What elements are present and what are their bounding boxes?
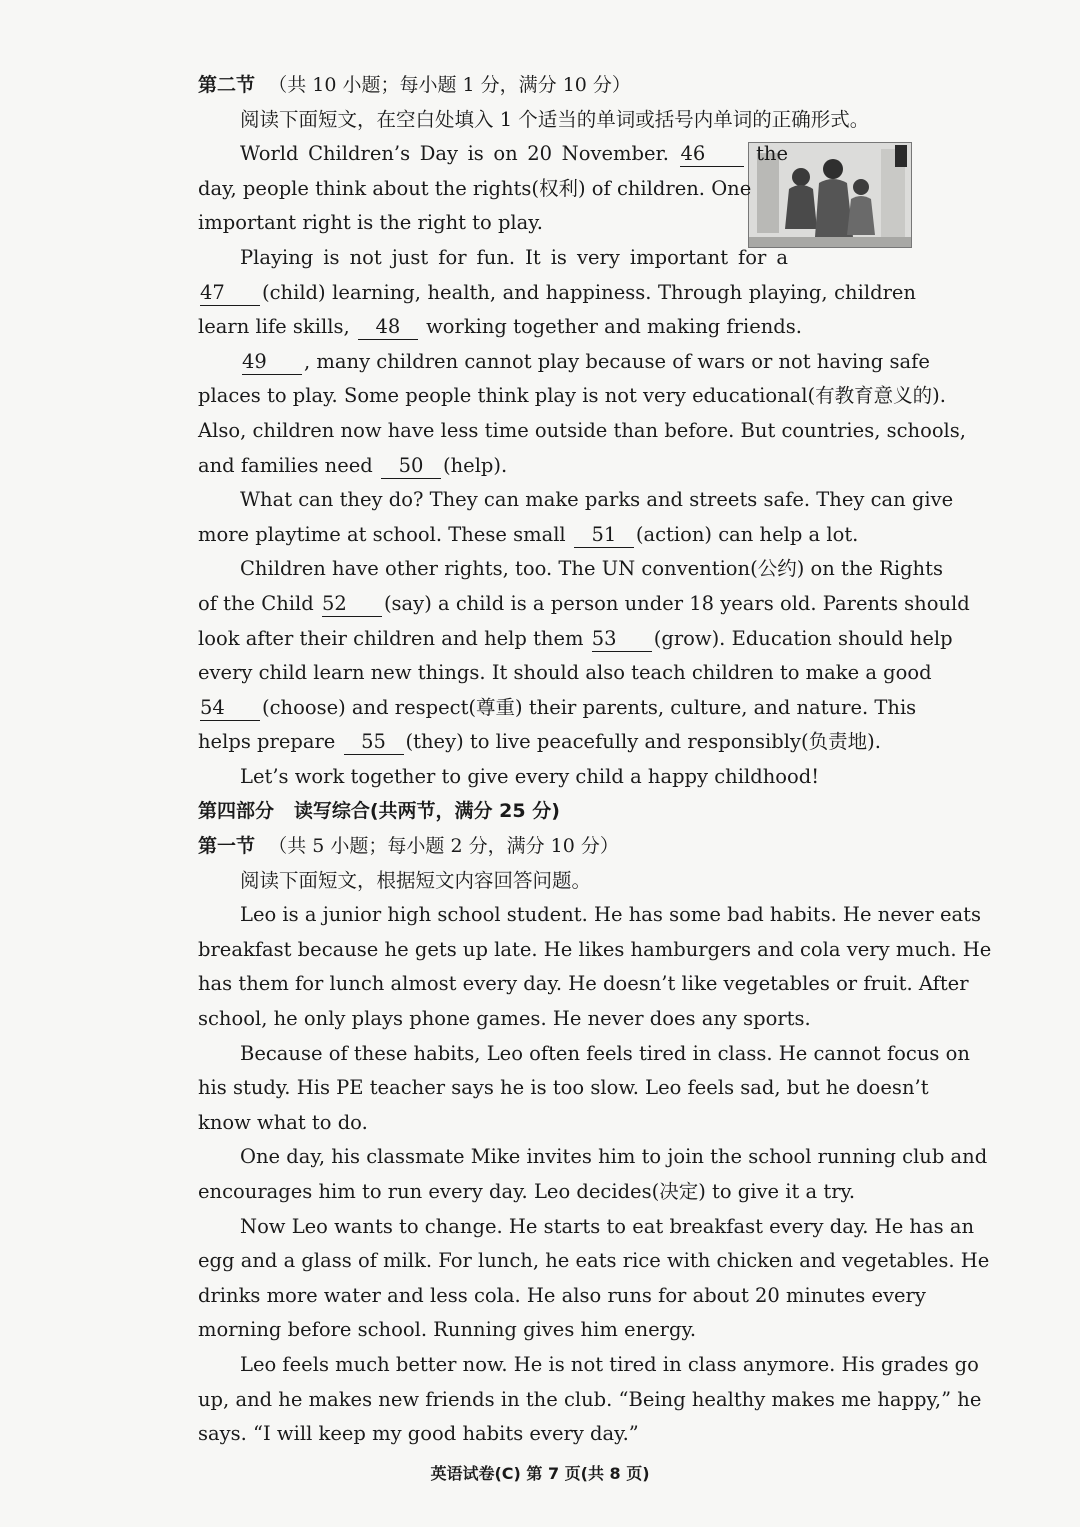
passage-line: day, people think about the rights(权利) of children. One: [198, 176, 752, 200]
passage-text: working together and making friends.: [426, 315, 802, 339]
reading-line: Leo feels much better now. He is not tired in class anymore. His grades go: [240, 1352, 979, 1376]
passage-line: Playing is not just for fun. It is very important for a: [240, 245, 788, 269]
reading-line: drinks more water and less cola. He also runs for about 20 minutes every: [198, 1283, 926, 1307]
passage-text: helps prepare: [198, 730, 336, 754]
exam-content: [198, 68, 992, 1452]
part4-title-note: 读写综合(共两节，满分 25 分): [293, 800, 560, 823]
section2-title: 第二节: [198, 74, 256, 96]
passage-line: Children have other rights, too. The UN convention(公约) on the Rights: [240, 557, 943, 581]
passage-text: (action) can help a lot.: [635, 522, 859, 546]
section1-instruction: 阅读下面短文，根据短文内容回答问题。: [240, 868, 592, 892]
passage-line: [198, 691, 916, 726]
passage-line: What can they do? They can make parks and streets safe. They can give: [240, 488, 954, 512]
passage-text: (say) a child is a person under 18 years old. Parents should: [383, 591, 970, 615]
passage-line: important right is the right to play.: [198, 211, 543, 235]
reading-line: up, and he makes new friends in the club. “Being healthy makes me happy,” he: [198, 1387, 982, 1411]
passage-text: and families need: [198, 453, 373, 477]
reading-line: breakfast because he gets up late. He likes hamburgers and cola very much. He: [198, 937, 992, 961]
passage-text: more playtime at school. These small: [198, 522, 566, 546]
passage-text: the: [756, 142, 788, 166]
passage-text: look after their children and help them: [198, 626, 584, 650]
page-footer: 英语试卷(C) 第 7 页(共 8 页): [430, 1464, 650, 1483]
blank-55[interactable]: 55: [344, 730, 404, 755]
passage-text: (child) learning, health, and happiness. Through playing, children: [262, 280, 916, 304]
passage-text: learn life skills,: [198, 315, 350, 339]
passage-line: [198, 449, 916, 484]
passage-text: World Children’s Day is on 20 November.: [240, 142, 669, 166]
reading-line: know what to do.: [198, 1110, 368, 1134]
passage-line: every child learn new things. It should also teach children to make a good: [198, 661, 932, 685]
blank-48[interactable]: 48: [358, 315, 418, 340]
reading-line: One day, his classmate Mike invites him to join the school running club and: [240, 1145, 988, 1169]
passage-text: (choose) and respect(尊重) their parents, culture, and nature. This: [262, 695, 917, 719]
reading-line: egg and a glass of milk. For lunch, he eats rice with chicken and vegetables. He: [198, 1249, 990, 1273]
reading-line: morning before school. Running gives him energy.: [198, 1318, 697, 1342]
blank-52[interactable]: 52: [322, 592, 382, 617]
reading-line: Now Leo wants to change. He starts to eat breakfast every day. He has an: [240, 1214, 975, 1238]
passage-line: [198, 725, 916, 760]
reading-line: says. “I will keep my good habits every day.”: [198, 1422, 639, 1446]
section1-title: 第一节: [198, 835, 256, 858]
passage-text: (grow). Education should help: [653, 626, 953, 650]
part4-heading: [198, 794, 916, 829]
part4-title: 第四部分: [198, 800, 275, 823]
blank-46[interactable]: 46: [680, 142, 744, 167]
reading-line: has them for lunch almost every day. He doesn’t like vegetables or fruit. After: [198, 972, 969, 996]
section1-title-note: （共 5 小题；每小题 2 分，满分 10 分）: [268, 835, 619, 858]
section2-instruction: 阅读下面短文，在空白处填入 1 个适当的单词或括号内单词的正确形式。: [240, 107, 870, 131]
section2-title-note: （共 10 小题；每小题 1 分，满分 10 分）: [268, 74, 631, 96]
section1-heading: [198, 829, 916, 864]
passage-line: [198, 518, 916, 553]
passage-text: of the Child: [198, 591, 314, 615]
passage-text: , many children cannot play because of wars or not having safe: [304, 349, 930, 373]
blank-49[interactable]: 49: [242, 350, 302, 375]
passage-line: [198, 587, 970, 622]
passage-line: Also, children now have less time outside than before. But countries, schools,: [198, 418, 967, 442]
reading-line: school, he only plays phone games. He never does any sports.: [198, 1007, 811, 1031]
blank-53[interactable]: 53: [592, 627, 652, 652]
reading-line: Because of these habits, Leo often feels tired in class. He cannot focus on: [240, 1041, 970, 1065]
passage-line: places to play. Some people think play is not very educational(有教育意义的).: [198, 384, 946, 408]
passage-line: [198, 310, 916, 345]
passage-text: (they) to live peacefully and responsibly(负责地).: [405, 730, 881, 754]
section2-heading: [198, 68, 916, 103]
blank-50[interactable]: 50: [381, 454, 441, 479]
reading-line: encourages him to run every day. Leo decides(决定) to give it a try.: [198, 1180, 856, 1203]
reading-line: his study. His PE teacher says he is too slow. Leo feels sad, but he doesn’t: [198, 1076, 929, 1100]
passage-line: [198, 622, 953, 657]
passage-text: (help).: [442, 453, 508, 477]
passage-line: [198, 276, 916, 311]
reading-line: Leo is a junior high school student. He has some bad habits. He never eats: [240, 903, 981, 927]
blank-47[interactable]: 47: [200, 281, 260, 306]
passage-line: [198, 345, 930, 380]
blank-51[interactable]: 51: [574, 523, 634, 548]
passage-line: Let’s work together to give every child a happy childhood!: [240, 764, 820, 788]
passage-line: [198, 137, 788, 172]
blank-54[interactable]: 54: [200, 696, 260, 721]
